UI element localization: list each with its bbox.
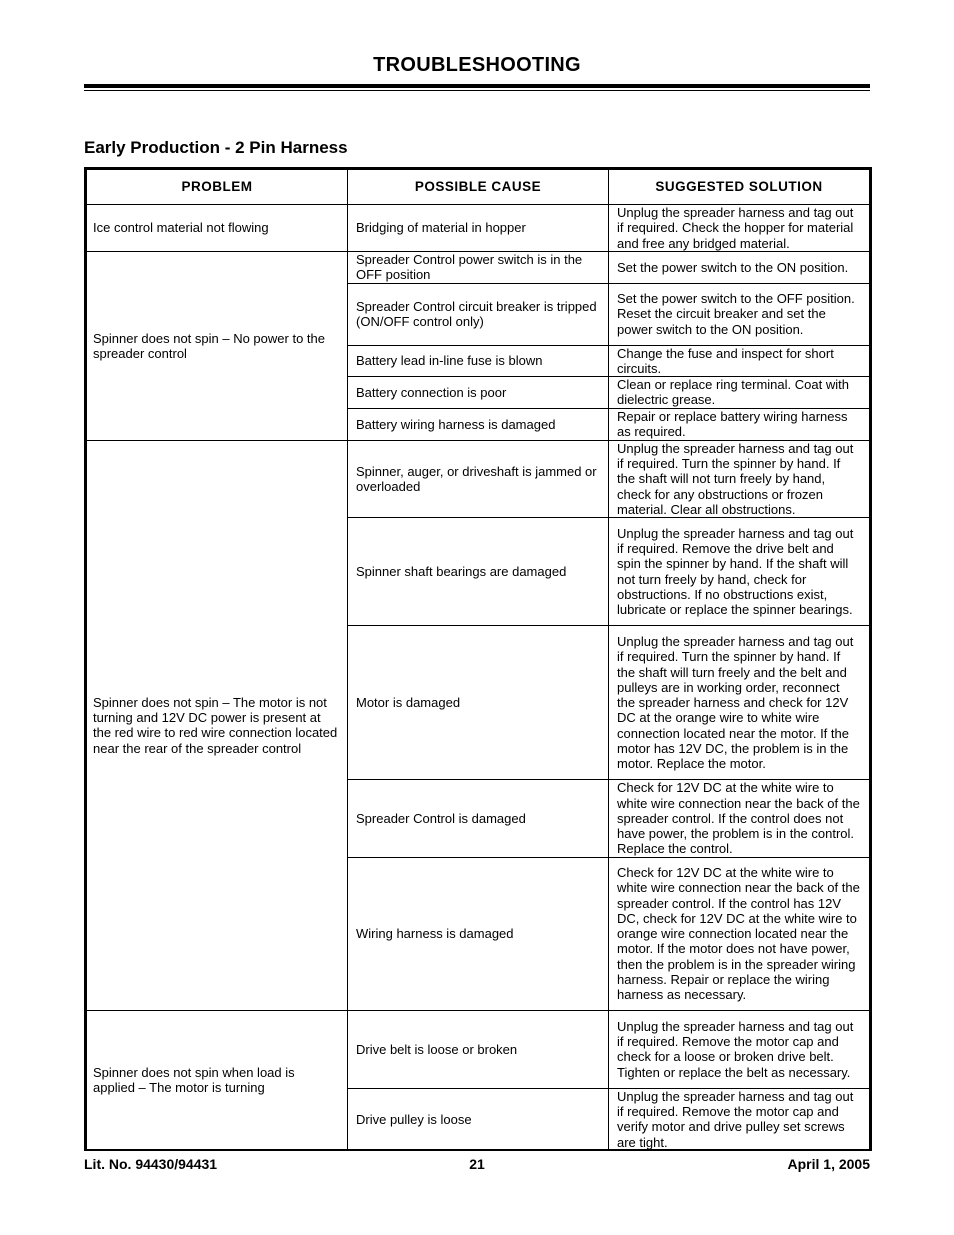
table-row (87, 205, 870, 252)
problem-cell: Spinner does not spin when load is applied – The motor is turning (87, 1010, 348, 1150)
cause-cell: Motor is damaged (348, 626, 609, 780)
cause-cell: Battery connection is poor (348, 377, 609, 409)
solution-cell: Unplug the spreader harness and tag out if required. Remove the motor cap and verify motor and drive pulley set screws are tight. (609, 1088, 870, 1150)
solution-cell: Unplug the spreader harness and tag out if required. Turn the spinner by hand. If the shaft will not turn freely by hand, check for any obstructions or frozen material. Clear all obstructions. (609, 440, 870, 517)
cause-cell: Spinner shaft bearings are damaged (348, 518, 609, 626)
footer-date: April 1, 2005 (787, 1156, 870, 1172)
footer-lit-number: Lit. No. 94430/94431 (84, 1156, 218, 1172)
solution-cell: Unplug the spreader harness and tag out if required. Remove the drive belt and spin the spinner by hand. If the shaft will not turn freely by hand, check for obstructions. If no obstructions exist, lubricate or replace the spinner bearings. (609, 518, 870, 626)
table-row (87, 1010, 870, 1088)
title-rule-thin (84, 90, 870, 91)
cause-cell: Drive belt is loose or broken (348, 1010, 609, 1088)
cause-cell: Wiring harness is damaged (348, 857, 609, 1010)
solution-cell: Change the fuse and inspect for short circuits. (609, 345, 870, 377)
footer-page-number: 21 (469, 1156, 485, 1172)
solution-cell: Clean or replace ring terminal. Coat with dielectric grease. (609, 377, 870, 409)
cause-cell: Battery lead in-line fuse is blown (348, 345, 609, 377)
solution-cell: Repair or replace battery wiring harness as required. (609, 408, 870, 440)
header-possible-cause: POSSIBLE CAUSE (348, 170, 609, 205)
solution-cell: Check for 12V DC at the white wire to white wire connection near the back of the spreader control. If the control does not have power, the problem is in the control. Replace the control. (609, 780, 870, 857)
cause-cell: Drive pulley is loose (348, 1088, 609, 1150)
header-problem: PROBLEM (87, 170, 348, 205)
header-suggested-solution: SUGGESTED SOLUTION (609, 170, 870, 205)
solution-cell: Unplug the spreader harness and tag out if required. Remove the motor cap and check for a loose or broken drive belt. Tighten or replace the belt as necessary. (609, 1010, 870, 1088)
problem-cell: Ice control material not flowing (87, 205, 348, 252)
solution-cell: Unplug the spreader harness and tag out if required. Turn the spinner by hand. If the shaft will turn freely and the belt and pulleys are in working order, reconnect the spreader harness and check for 12V DC at the orange wire to white wire connection located near the motor. If the motor has 12V DC, the problem is in the motor. Replace the motor. (609, 626, 870, 780)
table-header-row (87, 170, 870, 205)
section-title: Early Production - 2 Pin Harness (84, 138, 348, 157)
table-row (87, 252, 870, 284)
problem-cell: Spinner does not spin – No power to the spreader control (87, 252, 348, 441)
solution-cell: Unplug the spreader harness and tag out if required. Check the hopper for material and free any bridged material. (609, 205, 870, 252)
problem-cell: Spinner does not spin – The motor is not turning and 12V DC power is present at the red wire to red wire connection located near the rear of the spreader control (87, 440, 348, 1010)
cause-cell: Spreader Control power switch is in the OFF position (348, 252, 609, 284)
cause-cell: Bridging of material in hopper (348, 205, 609, 252)
cause-cell: Spinner, auger, or driveshaft is jammed or overloaded (348, 440, 609, 517)
cause-cell: Spreader Control circuit breaker is tripped (ON/OFF control only) (348, 283, 609, 345)
solution-cell: Set the power switch to the OFF position. Reset the circuit breaker and set the power switch to the ON position. (609, 283, 870, 345)
solution-cell: Check for 12V DC at the white wire to white wire connection near the back of the spreader control. If the control has 12V DC, check for 12V DC at the white wire to orange wire connection located near the motor. If the motor does not have power, then the problem is in the spreader wiring harness. Repair or replace the wiring harness as necessary. (609, 857, 870, 1010)
troubleshooting-table (86, 169, 870, 1151)
cause-cell: Spreader Control is damaged (348, 780, 609, 857)
cause-cell: Battery wiring harness is damaged (348, 408, 609, 440)
solution-cell: Set the power switch to the ON position. (609, 252, 870, 284)
page-title: TROUBLESHOOTING (373, 54, 581, 76)
title-rule-thick (84, 84, 870, 88)
table-row (87, 440, 870, 517)
